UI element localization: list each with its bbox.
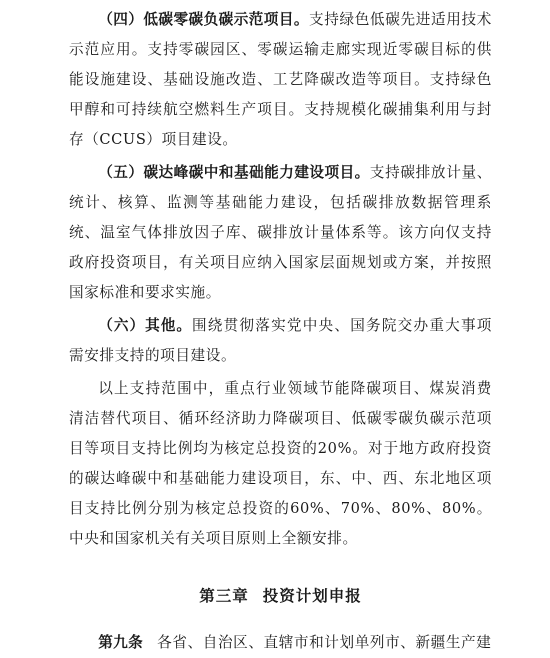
- paragraph-heading: （五）碳达峰碳中和基础能力建设项目。: [98, 164, 370, 181]
- paragraph-body: 以上支持范围中，重点行业领域节能降碳项目、煤炭消费清洁替代项目、循环经济助力降碳项目、低碳零碳负碳示范项目等项目支持比例均为核定总投资的20%。对于地方政府投资的碳达峰碳中和基础能力建设项目，东、中、西、东北地区项目支持比例分别为核定总投资的60%、70%、80%、80%。中央和国家机关有关项目原则上全额安排。: [69, 380, 492, 547]
- paragraph-heading: （四）低碳零碳负碳示范项目。: [98, 11, 309, 28]
- paragraph-body: 支持碳排放计量、统计、核算、监测等基础能力建设，包括碳排放数据管理系统、温室气体排放因子库、碳排放计量体系等。该方向仅支持政府投资项目，有关项目应纳入国家层面规划或方案，并按照国家标准和要求实施。: [69, 164, 492, 301]
- paragraph-heading: （六）其他。: [98, 317, 192, 334]
- paragraph-body: 围绕贯彻落实党中央、国务院交办重大事项需安排支持的项目建设。: [69, 317, 493, 364]
- article-9: [69, 628, 492, 658]
- paragraph-support-ratio: [69, 374, 492, 554]
- paragraph-item-4: [69, 5, 492, 155]
- paragraph-item-6: [69, 311, 492, 371]
- chapter-heading: [69, 584, 492, 606]
- article-body: 各省、自治区、直辖市和计划单列市、新疆生产建: [157, 634, 492, 651]
- paragraph-body: 支持绿色低碳先进适用技术示范应用。支持零碳园区、零碳运输走廊实现近零碳目标的供能设施建设、基础设施改造、工艺降碳改造等项目。支持绿色甲醇和可持续航空燃料生产项目。支持规模化碳捕集利用与封存（CCUS）项目建设。: [69, 11, 492, 148]
- chapter-title: 投资计划申报: [262, 587, 362, 605]
- chapter-number: 第三章: [199, 587, 249, 605]
- paragraph-item-5: [69, 158, 492, 308]
- article-number: 第九条: [98, 634, 144, 651]
